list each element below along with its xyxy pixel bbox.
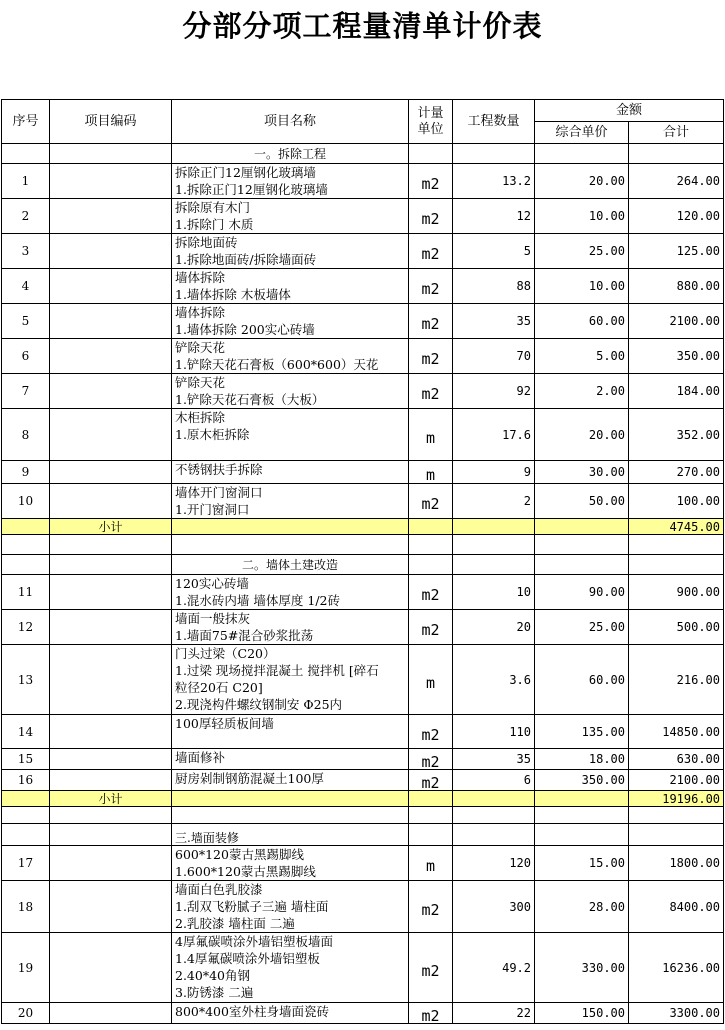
cell-name [172,933,409,1003]
cell-unit: m2 [409,164,453,199]
subtotal-total: 19196.00 [629,791,724,807]
cell-total: 2100.00 [629,304,724,339]
cell-qty: 35 [453,304,535,339]
cell-empty [172,535,409,555]
cell-total: 125.00 [629,234,724,269]
cell-empty [409,807,453,824]
table-row [2,610,724,645]
header-amount: 金额 [535,100,724,122]
cell-price: 135.00 [535,715,629,749]
cell-empty [409,791,453,807]
cell-price: 25.00 [535,610,629,645]
cell-code [50,234,172,269]
name-line: 拆除地面砖 [175,235,238,250]
cell-name [172,461,409,484]
cell-empty [629,144,724,164]
cell-name [172,199,409,234]
subtotal-row [2,791,724,807]
cell-empty [453,555,535,575]
name-line: 2.40*40角钢 [175,968,250,983]
cell-empty [535,144,629,164]
cell-name [172,749,409,770]
cell-seq: 10 [2,484,50,519]
cell-seq: 18 [2,881,50,933]
table-row [2,1003,724,1024]
cell-qty: 22 [453,1003,535,1024]
name-line: 墙面一般抹灰 [175,611,251,626]
cell-total: 184.00 [629,374,724,409]
cell-empty [2,535,50,555]
cell-seq: 2 [2,199,50,234]
cell-empty [453,807,535,824]
cell-code [50,846,172,881]
header-row [2,100,724,122]
cell-unit: m [409,846,453,881]
table-row [2,461,724,484]
cell-empty [535,791,629,807]
cell-total: 880.00 [629,269,724,304]
cell-empty [2,555,50,575]
cell-empty [2,807,50,824]
name-line: 铲除天花 [175,340,226,355]
cell-code [50,409,172,461]
cell-name [172,881,409,933]
cell-empty [50,535,172,555]
header-price: 综合单价 [535,122,629,144]
table-row [2,234,724,269]
name-line: 墙体拆除 [175,270,226,285]
cell-name [172,484,409,519]
cell-total: 120.00 [629,199,724,234]
cell-price: 330.00 [535,933,629,1003]
cell-seq: 4 [2,269,50,304]
cell-empty [629,824,724,846]
cell-price: 90.00 [535,575,629,610]
cell-total: 500.00 [629,610,724,645]
cell-price: 10.00 [535,269,629,304]
cell-seq: 6 [2,339,50,374]
cell-code [50,374,172,409]
blank-row [2,535,724,555]
cell-unit: m2 [409,304,453,339]
cell-qty: 35 [453,749,535,770]
subtotal-row [2,519,724,535]
cell-empty [453,824,535,846]
cell-code [50,304,172,339]
cell-empty [50,807,172,824]
cell-code [50,269,172,304]
cell-empty [535,519,629,535]
table-row [2,164,724,199]
name-line: 4厚氟碳喷涂外墙铝塑板墙面 [175,934,333,949]
cell-empty [50,824,172,846]
cell-price: 50.00 [535,484,629,519]
cell-code [50,715,172,749]
cell-seq: 17 [2,846,50,881]
cell-empty [409,144,453,164]
cell-unit: m2 [409,199,453,234]
cell-empty [2,791,50,807]
subtotal-label: 小计 [50,519,172,535]
cell-name [172,339,409,374]
cell-price: 15.00 [535,846,629,881]
table-row [2,484,724,519]
cell-empty [535,555,629,575]
cell-unit: m [409,645,453,715]
cell-total: 900.00 [629,575,724,610]
cell-qty: 12 [453,199,535,234]
cell-unit: m2 [409,234,453,269]
name-line: 1.墙体拆除 200实心砖墙 [175,322,315,337]
name-line: 墙体开门窗洞口 [175,485,263,500]
name-line: 1.混水砖内墙 墙体厚度 1/2砖 [175,593,340,608]
name-line: 1.铲除天花石膏板（600*600）天花 [175,357,379,372]
cell-code [50,484,172,519]
cell-name [172,715,409,749]
cell-qty: 13.2 [453,164,535,199]
table-row [2,304,724,339]
cell-name [172,234,409,269]
cell-seq: 8 [2,409,50,461]
header-code: 项目编码 [50,100,172,144]
cell-empty [172,519,409,535]
cell-name [172,610,409,645]
table-row [2,269,724,304]
cell-qty: 300 [453,881,535,933]
name-line: 100厚轻质板间墙 [175,716,274,731]
cell-total: 16236.00 [629,933,724,1003]
cell-price: 30.00 [535,461,629,484]
cell-unit: m2 [409,933,453,1003]
cell-price: 25.00 [535,234,629,269]
cell-code [50,645,172,715]
table-row [2,749,724,770]
cell-unit: m2 [409,749,453,770]
cell-qty: 92 [453,374,535,409]
cell-unit: m2 [409,339,453,374]
cell-name [172,269,409,304]
cell-empty [409,535,453,555]
cell-code [50,339,172,374]
cell-empty [172,807,409,824]
cell-unit: m2 [409,715,453,749]
cell-empty [629,807,724,824]
cell-empty [453,144,535,164]
cell-unit: m2 [409,269,453,304]
cell-empty [2,519,50,535]
name-line: 1.墙面75#混合砂浆批荡 [175,628,314,643]
table-row [2,575,724,610]
name-line: 3.防锈漆 二遍 [175,985,254,1000]
section-title: 一。拆除工程 [172,144,409,164]
cell-total: 3300.00 [629,1003,724,1024]
cell-empty [535,535,629,555]
cell-qty: 5 [453,234,535,269]
cell-qty: 3.6 [453,645,535,715]
cell-name [172,409,409,461]
cell-empty [409,519,453,535]
cell-unit: m [409,461,453,484]
cell-name [172,1003,409,1024]
page-title: 分部分项工程量清单计价表 [182,9,543,43]
name-line: 拆除正门12厘钢化玻璃墙 [175,165,316,180]
cell-qty: 17.6 [453,409,535,461]
cell-qty: 70 [453,339,535,374]
header-name: 项目名称 [172,100,409,144]
cell-code [50,1003,172,1024]
cell-code [50,575,172,610]
cell-code [50,770,172,791]
name-line: 800*400室外柱身墙面瓷砖 [175,1004,329,1019]
name-line: 600*120蒙古黑踢脚线 [175,847,304,862]
cell-seq: 13 [2,645,50,715]
name-line: 1.600*120蒙古黑踢脚线 [175,864,316,879]
cell-seq: 1 [2,164,50,199]
cell-empty [409,555,453,575]
name-line: 1.铲除天花石膏板（大板） [175,392,325,407]
cell-empty [50,144,172,164]
cell-seq: 5 [2,304,50,339]
cell-empty [2,144,50,164]
table-row [2,846,724,881]
cell-empty [535,824,629,846]
name-line: 1.原木柜拆除 [175,427,250,442]
cell-price: 2.00 [535,374,629,409]
cell-unit: m2 [409,374,453,409]
name-line: 2.现浇构件螺纹钢制安 Φ25内 [175,697,343,712]
subtotal-total: 4745.00 [629,519,724,535]
cell-qty: 49.2 [453,933,535,1003]
section-row [2,144,724,164]
cell-empty [629,555,724,575]
table-row [2,715,724,749]
cell-empty [453,519,535,535]
name-line: 1.拆除门 木质 [175,217,254,232]
cell-total: 270.00 [629,461,724,484]
cell-seq: 11 [2,575,50,610]
name-line: 2.乳胶漆 墙柱面 二遍 [175,916,295,931]
table-body [2,100,724,1024]
name-line: 1.刮双飞粉腻子三遍 墙柱面 [175,899,329,914]
cell-qty: 110 [453,715,535,749]
section-title: 三.墙面装修 [172,824,409,846]
cell-unit: m2 [409,770,453,791]
name-line: 1.拆除地面砖/拆除墙面砖 [175,252,317,267]
cell-code [50,199,172,234]
cell-unit: m2 [409,610,453,645]
cell-unit: m2 [409,575,453,610]
cell-code [50,164,172,199]
cell-seq: 14 [2,715,50,749]
name-line: 铲除天花 [175,375,226,390]
cell-qty: 2 [453,484,535,519]
cell-price: 28.00 [535,881,629,933]
cell-price: 150.00 [535,1003,629,1024]
cell-seq: 19 [2,933,50,1003]
bill-table [1,99,724,1024]
cell-empty [2,824,50,846]
header-seq: 序号 [2,100,50,144]
section-title: 二。墙体土建改造 [172,555,409,575]
table-row [2,199,724,234]
table-row [2,374,724,409]
cell-price: 60.00 [535,304,629,339]
cell-price: 10.00 [535,199,629,234]
name-line: 1.墙体拆除 木板墙体 [175,287,291,302]
cell-seq: 3 [2,234,50,269]
name-line: 1.过梁 现场搅拌混凝土 搅拌机 [碎石 [175,663,379,678]
cell-code [50,749,172,770]
cell-empty [172,791,409,807]
cell-total: 352.00 [629,409,724,461]
name-line: 墙体拆除 [175,305,226,320]
cell-total: 216.00 [629,645,724,715]
header-unit: 计量单位 [409,100,453,144]
name-line: 门头过梁（C20） [175,646,276,661]
cell-unit: m2 [409,484,453,519]
blank-row [2,807,724,824]
cell-empty [453,791,535,807]
cell-qty: 6 [453,770,535,791]
name-line: 厨房剁制钢筋混凝土100厚 [175,771,324,786]
cell-name [172,770,409,791]
cell-price: 5.00 [535,339,629,374]
cell-qty: 20 [453,610,535,645]
cell-qty: 120 [453,846,535,881]
cell-seq: 15 [2,749,50,770]
cell-code [50,461,172,484]
name-line: 墙面白色乳胶漆 [175,882,263,897]
cell-empty [453,535,535,555]
cell-qty: 9 [453,461,535,484]
cell-seq: 7 [2,374,50,409]
name-line: 木柜拆除 [175,410,226,425]
cell-empty [50,555,172,575]
name-line: 不锈钢扶手拆除 [175,462,263,477]
cell-name [172,846,409,881]
cell-unit: m2 [409,881,453,933]
name-line: 粒径20石 C20] [175,680,263,695]
cell-name [172,304,409,339]
name-line: 墙面修补 [175,750,226,765]
cell-unit: m [409,409,453,461]
header-qty: 工程数量 [453,100,535,144]
table-row [2,933,724,1003]
cell-total: 350.00 [629,339,724,374]
cell-seq: 9 [2,461,50,484]
cell-qty: 10 [453,575,535,610]
section-row [2,824,724,846]
cell-total: 100.00 [629,484,724,519]
cell-price: 18.00 [535,749,629,770]
table-row [2,770,724,791]
cell-name [172,575,409,610]
cell-code [50,610,172,645]
cell-price: 20.00 [535,409,629,461]
cell-total: 14850.00 [629,715,724,749]
cell-name [172,374,409,409]
header-total: 合计 [629,122,724,144]
section-row [2,555,724,575]
cell-price: 350.00 [535,770,629,791]
table-row [2,339,724,374]
cell-total: 264.00 [629,164,724,199]
cell-code [50,881,172,933]
cell-empty [535,807,629,824]
cell-seq: 20 [2,1003,50,1024]
name-line: 1.4厚氟碳喷涂外墙铝塑板 [175,951,320,966]
cell-code [50,933,172,1003]
cell-total: 2100.00 [629,770,724,791]
cell-total: 1800.00 [629,846,724,881]
table-row [2,881,724,933]
cell-total: 630.00 [629,749,724,770]
name-line: 120实心砖墙 [175,576,249,591]
cell-empty [629,535,724,555]
table-row [2,645,724,715]
cell-empty [409,824,453,846]
cell-price: 20.00 [535,164,629,199]
cell-total: 8400.00 [629,881,724,933]
cell-name [172,645,409,715]
cell-unit: m2 [409,1003,453,1024]
cell-seq: 16 [2,770,50,791]
cell-seq: 12 [2,610,50,645]
cell-name [172,164,409,199]
name-line: 1.拆除正门12厘钢化玻璃墙 [175,182,328,197]
subtotal-label: 小计 [50,791,172,807]
name-line: 1.开门窗洞口 [175,502,250,517]
table-row [2,409,724,461]
name-line: 拆除原有木门 [175,200,251,215]
cell-price: 60.00 [535,645,629,715]
cell-qty: 88 [453,269,535,304]
